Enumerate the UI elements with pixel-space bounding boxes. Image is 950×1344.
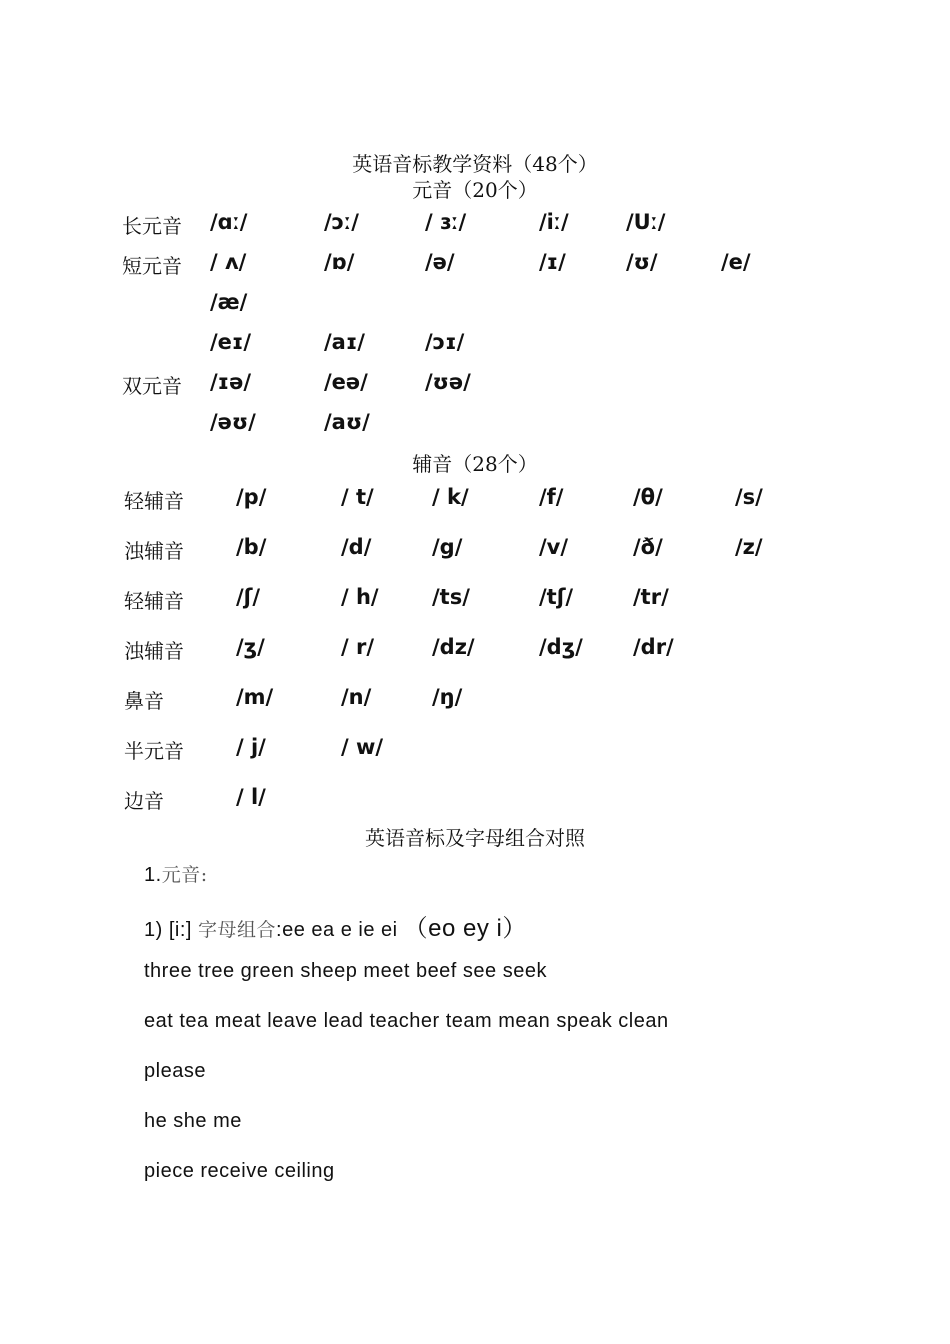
ipa-symbol: /ð/: [633, 535, 663, 559]
main-title: 英语音标教学资料（48个）: [352, 152, 598, 176]
ipa-symbol: /n/: [341, 685, 372, 709]
ipa-symbol: /dr/: [633, 635, 674, 659]
ipa-symbol: /ʊə/: [425, 370, 471, 394]
ipa-symbol: /p/: [236, 485, 267, 509]
ipa-symbol: /eɪ/: [210, 330, 252, 354]
ipa-symbol: / j/: [236, 735, 266, 759]
ipa-symbol: /ts/: [432, 585, 470, 609]
ipa-symbol: /ŋ/: [432, 685, 463, 709]
consonant-category-label: 半元音: [124, 739, 184, 763]
ipa-symbol: /ɪə/: [210, 370, 252, 394]
ipa-symbol: /ɔː/: [324, 210, 359, 234]
ipa-symbol: / h/: [341, 585, 379, 609]
item-heading: [144, 908, 527, 943]
ipa-symbol: /b/: [236, 535, 267, 559]
consonant-category-label: 浊辅音: [124, 639, 184, 663]
ipa-symbol: /aʊ/: [324, 410, 370, 434]
example-line: please: [144, 1060, 206, 1082]
vowel-section-title: 元音（20个）: [412, 178, 538, 202]
consonant-category-label: 鼻音: [124, 689, 164, 713]
section-number: 1.: [144, 864, 162, 886]
ipa-symbol: / k/: [432, 485, 469, 509]
ipa-symbol: /g/: [432, 535, 463, 559]
ipa-symbol: /v/: [539, 535, 569, 559]
ipa-symbol: / t/: [341, 485, 374, 509]
item-paren: （eo ey i）: [403, 915, 527, 942]
consonant-category-label: 轻辅音: [124, 489, 184, 513]
ipa-symbol: /dz/: [432, 635, 475, 659]
example-line: he she me: [144, 1110, 242, 1132]
consonant-section-title: 辅音（28个）: [412, 452, 538, 476]
diphthong-label: 双元音: [122, 374, 182, 398]
ipa-symbol: / l/: [236, 785, 266, 809]
item-cn-label: 字母组合: [198, 919, 277, 941]
section-heading: [144, 860, 208, 887]
ipa-symbol: /ɒ/: [324, 250, 355, 274]
example-line: eat tea meat leave lead teacher team mean speak clean: [144, 1010, 669, 1032]
ipa-symbol: /θ/: [633, 485, 663, 509]
ipa-symbol: /ʊ/: [626, 250, 658, 274]
ipa-symbol: /eə/: [324, 370, 368, 394]
ipa-symbol: /m/: [236, 685, 274, 709]
ipa-symbol: / ɜː/: [425, 210, 467, 234]
ipa-symbol: / ʌ/: [210, 250, 247, 274]
ipa-symbol: /aɪ/: [324, 330, 365, 354]
ipa-symbol: /iː/: [539, 210, 569, 234]
example-line: three tree green sheep meet beef see seek: [144, 960, 547, 982]
consonant-category-label: 浊辅音: [124, 539, 184, 563]
comparison-title: 英语音标及字母组合对照: [365, 826, 585, 850]
short-vowel-label: 短元音: [122, 254, 182, 278]
section-label: 元音:: [161, 864, 208, 886]
ipa-symbol: /æ/: [210, 290, 248, 314]
ipa-symbol: /e/: [721, 250, 751, 274]
ipa-symbol: /ʃ/: [236, 585, 261, 609]
ipa-symbol: /ʒ/: [236, 635, 265, 659]
long-vowel-label: 长元音: [122, 214, 182, 238]
ipa-symbol: /s/: [735, 485, 763, 509]
ipa-symbol: /ɑː/: [210, 210, 248, 234]
item-prefix: 1) [i:]: [144, 919, 199, 941]
ipa-symbol: /tr/: [633, 585, 669, 609]
item-combos: :ee ea e ie ei: [276, 919, 404, 941]
ipa-symbol: /d/: [341, 535, 372, 559]
consonant-category-label: 轻辅音: [124, 589, 184, 613]
ipa-symbol: /ɪ/: [539, 250, 566, 274]
ipa-symbol: /z/: [735, 535, 763, 559]
ipa-symbol: / w/: [341, 735, 384, 759]
ipa-symbol: /f/: [539, 485, 564, 509]
ipa-symbol: /Uː/: [626, 210, 666, 234]
ipa-symbol: / r/: [341, 635, 375, 659]
ipa-symbol: /tʃ/: [539, 585, 574, 609]
ipa-symbol: /ə/: [425, 250, 455, 274]
ipa-symbol: /əʊ/: [210, 410, 256, 434]
ipa-symbol: /ɔɪ/: [425, 330, 465, 354]
consonant-category-label: 边音: [124, 789, 164, 813]
ipa-symbol: /dʒ/: [539, 635, 583, 659]
example-line: piece receive ceiling: [144, 1160, 335, 1182]
